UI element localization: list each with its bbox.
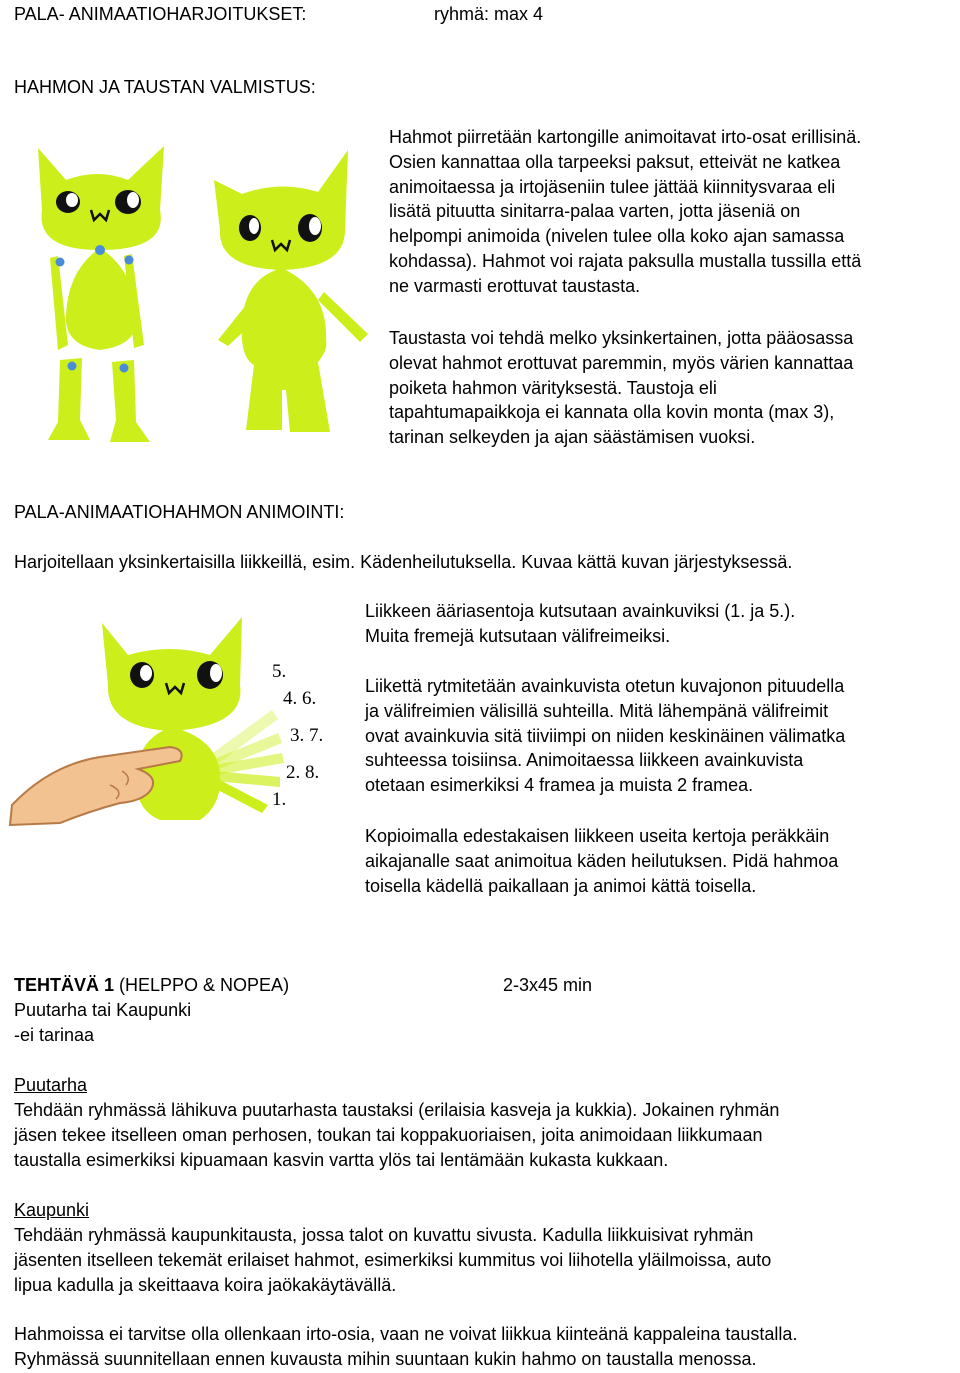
loop-paragraph xyxy=(365,824,959,898)
frame-label-1: 1. xyxy=(272,789,287,810)
text-line: ovat avainkuvia sitä tiiviimpi on niiden keskinäinen välimatka xyxy=(365,725,846,746)
group-size: ryhmä: max 4 xyxy=(434,4,544,24)
text-line: olevat hahmot erottuvat paremmin, myös värien kannattaa xyxy=(389,352,854,373)
frame-label-4-6: 4. 6. xyxy=(283,688,317,709)
text-line: Muita fremejä kutsutaan välifreimeiksi. xyxy=(365,625,671,646)
waving-cat-illustration xyxy=(10,615,350,825)
animation-intro: Harjoitellaan yksinkertaisilla liikkeillä, esim. Kädenheilutuksella. Kuvaa kättä kuvan järjestyksessä. xyxy=(14,552,793,572)
frame-label-5: 5. xyxy=(272,661,287,682)
text-line: toisella kädellä paikallaan ja animoi kättä toisella. xyxy=(365,875,757,896)
text-line: tapahtumapaikkoja ei kannata olla kovin monta (max 3), xyxy=(389,402,835,423)
city-heading: Kaupunki xyxy=(14,1200,90,1220)
final-notes xyxy=(14,1322,959,1372)
text-line: Liikkeen ääriasentoja kutsutaan avainkuviksi (1. ja 5.). xyxy=(365,601,796,621)
text-line: Tehdään ryhmässä lähikuva puutarhasta taustaksi (erilaisia kasveja ja kukkia). Jokainen ryhmän xyxy=(14,1100,780,1120)
text-line: animoitaessa ja irtojäseniin tulee jättää kiinnitysvaraa eli xyxy=(389,176,836,197)
city-description xyxy=(14,1223,959,1297)
character-paragraph-1 xyxy=(389,125,959,299)
text-line: suhteessa toisiinsa. Animoitaessa liikkeen avainkuvista xyxy=(365,750,804,771)
text-line: tarinan selkeyden ja ajan säästämisen vuoksi. xyxy=(389,427,756,448)
task1-options: Puutarha tai Kaupunki xyxy=(14,1000,192,1020)
frame-label-2-8: 2. 8. xyxy=(286,762,320,783)
text-line: otetaan esimerkiksi 4 framea ja muista 2 framea. xyxy=(365,775,754,796)
keyframe-paragraph xyxy=(365,599,959,649)
garden-heading: Puutarha xyxy=(14,1075,88,1095)
text-line: Hahmot piirretään kartongille animoitavat irto-osat erillisinä. xyxy=(389,127,862,147)
timing-paragraph xyxy=(365,674,959,798)
text-line: Kopioimalla edestakaisen liikkeen useita kertoja peräkkäin xyxy=(365,826,830,846)
garden-description xyxy=(14,1098,959,1172)
text-line: lisätä pituutta sinitarra-palaa varten, jotta jäseniä on xyxy=(389,201,801,222)
text-line: lipua kadulla ja skeittaava koira jaökakäytävällä. xyxy=(14,1274,397,1295)
cat-cutout-parts-illustration xyxy=(28,140,208,445)
cat-assembled-illustration xyxy=(210,150,385,440)
text-line: Ryhmässä suunnitellaan ennen kuvausta mihin suuntaan kukin hahmo on taustalla menossa. xyxy=(14,1348,757,1369)
task1-duration: 2-3x45 min xyxy=(503,975,593,995)
task1-label: TEHTÄVÄ 1 xyxy=(14,975,115,995)
text-line: ne varmasti erottuvat taustasta. xyxy=(389,275,641,296)
text-line: Tehdään ryhmässä kaupunkitausta, jossa talot on kuvattu sivusta. Kadulla liikkuisivat ryhmän xyxy=(14,1225,754,1245)
doc-title: PALA- ANIMAATIOHARJOITUKSET: xyxy=(14,4,307,24)
text-line: aikajanalle saat animoitua käden heilutuksen. Pidä hahmoa xyxy=(365,850,839,871)
text-line: poiketa hahmon värityksestä. Taustoja eli xyxy=(389,377,717,398)
text-line: kohdassa). Hahmot voi rajata paksulla mustalla tussilla että xyxy=(389,250,862,271)
text-line: taustalla esimerkiksi kipuamaan kasvin vartta ylös tai lentämään kukasta kukkaan. xyxy=(14,1149,669,1170)
task1-note: -ei tarinaa xyxy=(14,1025,95,1045)
page-header xyxy=(14,2,954,28)
section-heading-character: HAHMON JA TAUSTAN VALMISTUS: xyxy=(14,77,316,97)
text-line: Liikettä rytmitetään avainkuvista otetun kuvajonon pituudella xyxy=(365,676,845,696)
text-line: jäsen tekee itselleen oman perhosen, toukan tai koppakuoriaisen, joita animoidaan liikkumaan xyxy=(14,1124,763,1145)
text-line: Taustasta voi tehdä melko yksinkertainen, jotta pääosassa xyxy=(389,328,854,348)
section-heading-animation: PALA-ANIMAATIOHAHMON ANIMOINTI: xyxy=(14,502,345,522)
background-paragraph xyxy=(389,326,959,450)
frame-label-3-7: 3. 7. xyxy=(290,725,324,746)
text-line: Osien kannattaa olla tarpeeksi paksut, etteivät ne katkea xyxy=(389,151,841,172)
text-line: ja välifreimien välisillä suhteilla. Mitä lähempänä välifreimit xyxy=(365,700,829,721)
text-line: Hahmoissa ei tarvitse olla ollenkaan irto-osia, vaan ne voivat liikkua kiinteänä kappaleina taustalla. xyxy=(14,1324,798,1344)
task1-title xyxy=(14,973,289,998)
text-line: jäsenten itselleen tekemät erilaiset hahmot, esimerkiksi kummitus voi liihotella yläilmoissa, auto xyxy=(14,1249,772,1270)
task1-difficulty: (HELPPO & NOPEA) xyxy=(114,975,290,995)
text-line: helpompi animoida (nivelen tulee olla koko ajan samassa xyxy=(389,226,845,247)
